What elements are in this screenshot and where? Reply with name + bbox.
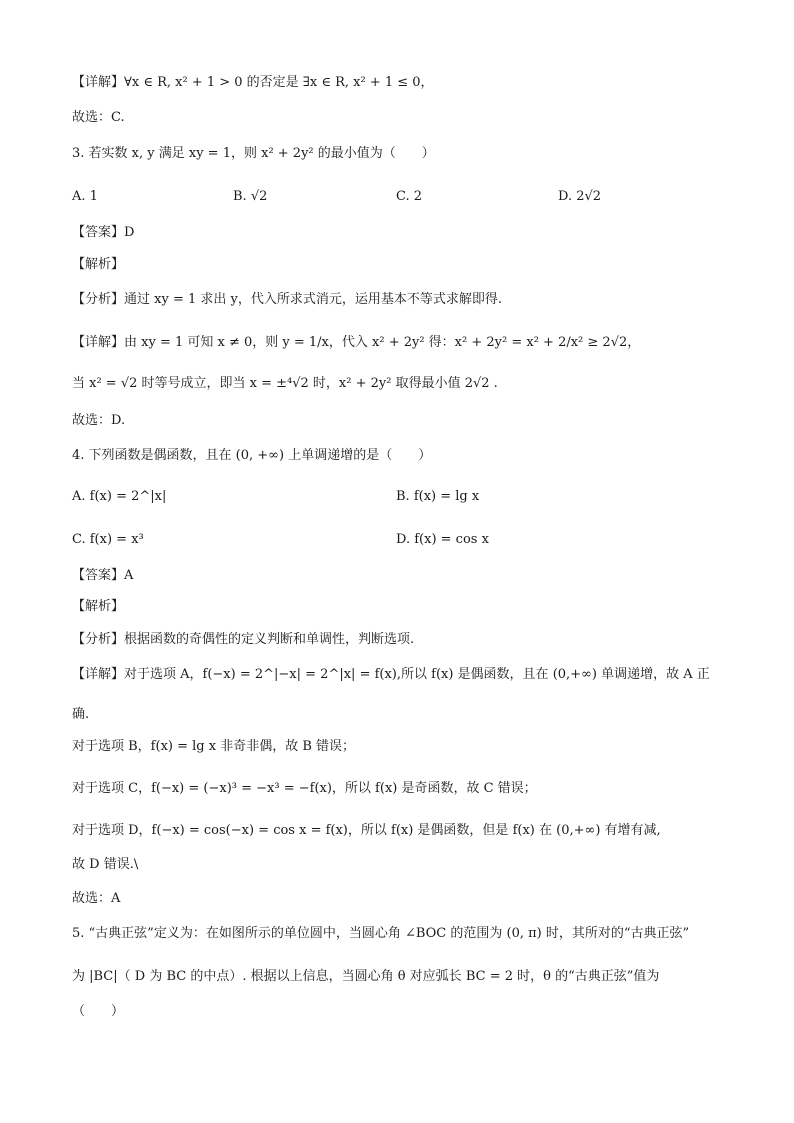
q3-answer-value: D bbox=[124, 225, 135, 240]
q3-detail-text: 由 xy = 1 可知 x ≠ 0，则 y = 1/x，代入 x² + 2y² 得：x² + 2y² = x² + 2/x² ≥ 2√2， bbox=[124, 335, 641, 350]
q5-line3: （ ） bbox=[72, 1004, 125, 1019]
q5-line2: 为 |BC|（ D 为 BC 的中点）. 根据以上信息，当圆心角 θ 对应弧长 BC = 2 时，θ 的“古典正弦”值为 bbox=[72, 969, 660, 984]
q3-fenxi-line bbox=[72, 291, 502, 309]
q3-option-d: D. 2√2 bbox=[558, 189, 602, 204]
answer-tag: 【答案】 bbox=[72, 568, 125, 583]
q3-option-b: B. √2 bbox=[233, 189, 268, 204]
q3-option-a: A. 1 bbox=[72, 189, 98, 204]
fenxi-tag: 【分析】 bbox=[72, 632, 125, 647]
fenxi-tag: 【分析】 bbox=[72, 292, 125, 307]
q3-option-c: C. 2 bbox=[396, 189, 423, 204]
detail-tag: 【详解】 bbox=[72, 75, 125, 90]
q4-fenxi-line bbox=[72, 631, 414, 649]
q2-choose-line: 故选：C. bbox=[72, 110, 125, 125]
detail-tag: 【详解】 bbox=[72, 335, 125, 350]
q4-detail-line4: 对于选项 D，f(−x) = cos(−x) = cos x = f(x)，所以 f(x) 是偶函数，但是 f(x) 在 (0,+∞) 有增有减, bbox=[72, 823, 661, 838]
q4-detail-text1: 对于选项 A，f(−x) = 2^|−x| = 2^|x| = f(x),所以 f(x) 是偶函数，且在 (0,+∞) 单调递增，故 A 正 bbox=[124, 667, 710, 682]
q3-fenxi-text: 通过 xy = 1 求出 y，代入所求式消元，运用基本不等式求解即得. bbox=[124, 292, 502, 307]
q3-answer-line bbox=[72, 224, 134, 242]
q3-stem: 3. 若实数 x, y 满足 xy = 1，则 x² + 2y² 的最小值为（ ） bbox=[72, 146, 435, 161]
q4-option-a: A. f(x) = 2^|x| bbox=[72, 489, 167, 504]
q5-line1: 5. “古典正弦”定义为：在如图所示的单位圆中，当圆心角 ∠BOC 的范围为 (0, π) 时，其所对的“古典正弦” bbox=[72, 926, 690, 941]
q4-detail-line1b: 确. bbox=[72, 707, 90, 722]
q4-answer-line bbox=[72, 567, 133, 585]
q3-choose-line: 故选：D. bbox=[72, 413, 126, 428]
q4-detail-line2: 对于选项 B，f(x) = lg x 非奇非偶，故 B 错误； bbox=[72, 739, 356, 754]
q4-option-c: C. f(x) = x³ bbox=[72, 532, 144, 547]
q2-detail-line bbox=[72, 74, 434, 92]
q4-stem: 4. 下列函数是偶函数，且在 (0, +∞) 上单调递增的是（ ） bbox=[72, 448, 432, 463]
q4-fenxi-text: 根据函数的奇偶性的定义判断和单调性，判断选项. bbox=[124, 632, 415, 647]
answer-tag: 【答案】 bbox=[72, 225, 125, 240]
q4-answer-value: A bbox=[124, 568, 134, 583]
q2-detail-text: ∀x ∈ R, x² + 1 > 0 的否定是 ∃x ∈ R, x² + 1 ≤ 0， bbox=[124, 75, 434, 90]
detail-tag: 【详解】 bbox=[72, 667, 125, 682]
q3-detail-line2: 当 x² = √2 时等号成立，即当 x = ±⁴√2 时，x² + 2y² 取得最小值 2√2 . bbox=[72, 376, 498, 391]
q3-detail-line bbox=[72, 334, 640, 352]
q4-choose-line: 故选：A bbox=[72, 891, 121, 906]
q4-option-b: B. f(x) = lg x bbox=[396, 489, 480, 504]
q4-option-d: D. f(x) = cos x bbox=[396, 532, 489, 547]
q3-analysis-tag: 【解析】 bbox=[72, 257, 125, 272]
q4-detail-line3: 对于选项 C，f(−x) = (−x)³ = −x³ = −f(x)，所以 f(x) 是奇函数，故 C 错误； bbox=[72, 781, 537, 796]
q4-detail-line1 bbox=[72, 666, 710, 684]
q4-detail-line4b: 故 D 错误.\ bbox=[72, 857, 139, 872]
q4-analysis-tag: 【解析】 bbox=[72, 599, 125, 614]
